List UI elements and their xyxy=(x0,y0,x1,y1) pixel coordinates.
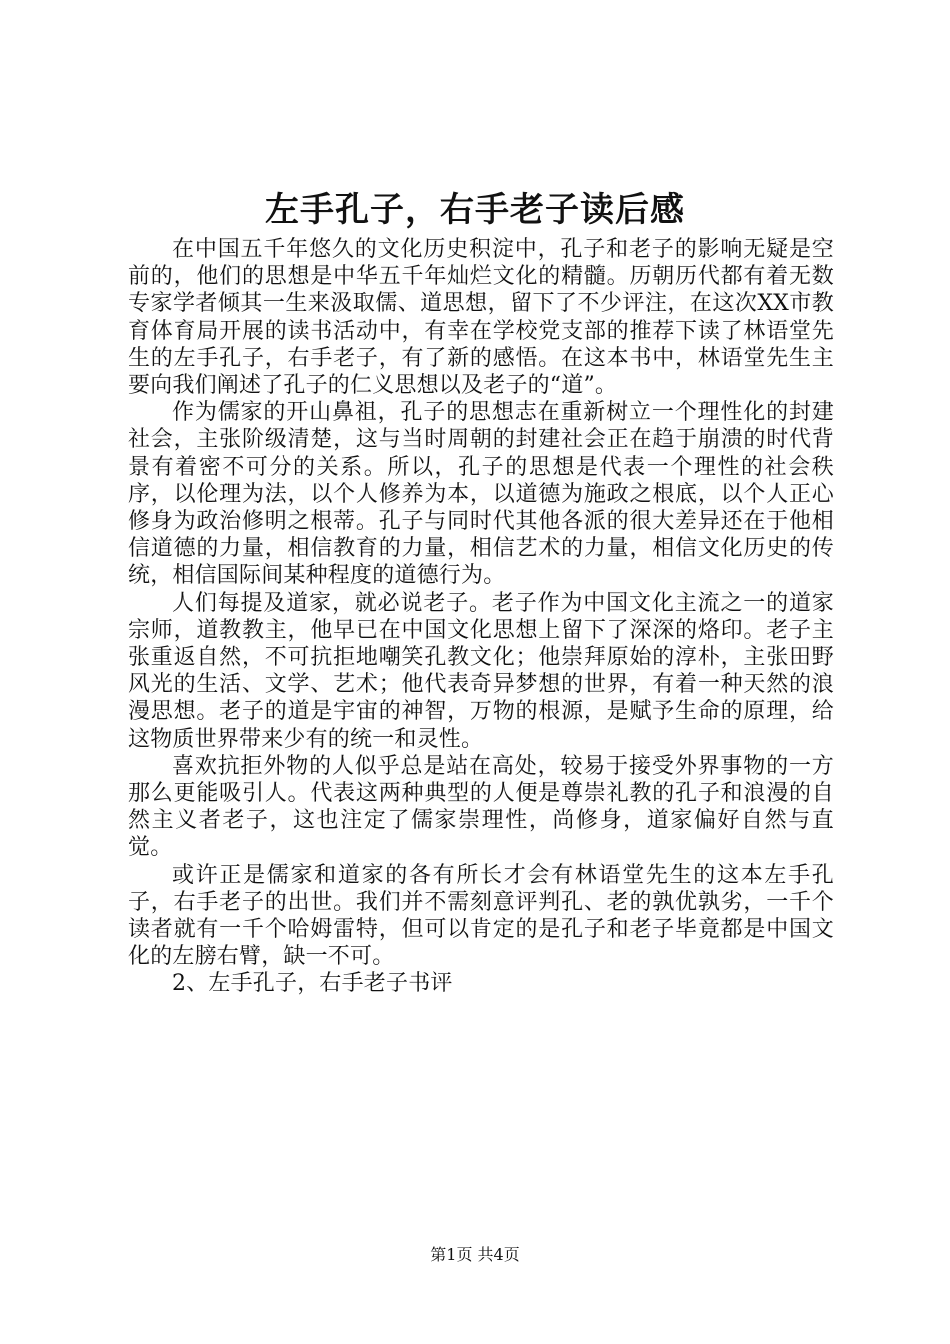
paragraph-1: 在中国五千年悠久的文化历史积淀中，孔子和老子的影响无疑是空前的，他们的思想是中华五千年灿烂文化的精髓。历朝历代都有着无数专家学者倾其一生来汲取儒、道思想，留下了不少评注，在这次XX市教育体育局开展的读书活动中，有幸在学校党支部的推荐下读了林语堂先生的左手孔子，右手老子，有了新的感悟。在这本书中，林语堂先生主要向我们阐述了孔子的仁义思想以及老子的“道”。 xyxy=(128,237,834,399)
document-title: 左手孔子，右手老子读后感 xyxy=(265,190,685,230)
paragraph-5: 或许正是儒家和道家的各有所长才会有林语堂先生的这本左手孔子，右手老子的出世。我们并不需刻意评判孔、老的孰优孰劣，一千个读者就有一千个哈姆雷特，但可以肯定的是孔子和老子毕竟都是中国文化的左膀右臂，缺一不可。 xyxy=(128,862,834,970)
paragraph-2: 作为儒家的开山鼻祖，孔子的思想志在重新树立一个理性化的封建社会，主张阶级清楚，这与当时周朝的封建社会正在趋于崩溃的时代背景有着密不可分的关系。所以，孔子的思想是代表一个理性的社会秩序，以伦理为法，以个人修养为本，以道德为施政之根底，以个人正心修身为政治修明之根蒂。孔子与同时代其他各派的很大差异还在于他相信道德的力量，相信教育的力量，相信艺术的力量，相信文化历史的传统，相信国际间某种程度的道德行为。 xyxy=(128,400,834,589)
paragraph-3: 人们每提及道家，就必说老子。老子作为中国文化主流之一的道家宗师，道教教主，他早已在中国文化思想上留下了深深的烙印。老子主张重返自然，不可抗拒地嘲笑孔教文化；他崇拜原始的淳朴，主张田野风光的生活、文学、艺术；他代表奇异梦想的世界，有着一种天然的浪漫思想。老子的道是宇宙的神智，万物的根源，是赋予生命的原理，给这物质世界带来少有的统一和灵性。 xyxy=(128,590,834,752)
section-heading: 2、左手孔子，右手老子书评 xyxy=(172,971,453,997)
page-number-footer: 第1页 共4页 xyxy=(430,1245,520,1264)
paragraph-4: 喜欢抗拒外物的人似乎总是站在高处，较易于接受外界事物的一方那么更能吸引人。代表这两种典型的人便是尊崇礼教的孔子和浪漫的自然主义者老子，这也注定了儒家崇理性，尚修身，道家偏好自然与直觉。 xyxy=(128,753,834,861)
document-body xyxy=(128,236,834,998)
